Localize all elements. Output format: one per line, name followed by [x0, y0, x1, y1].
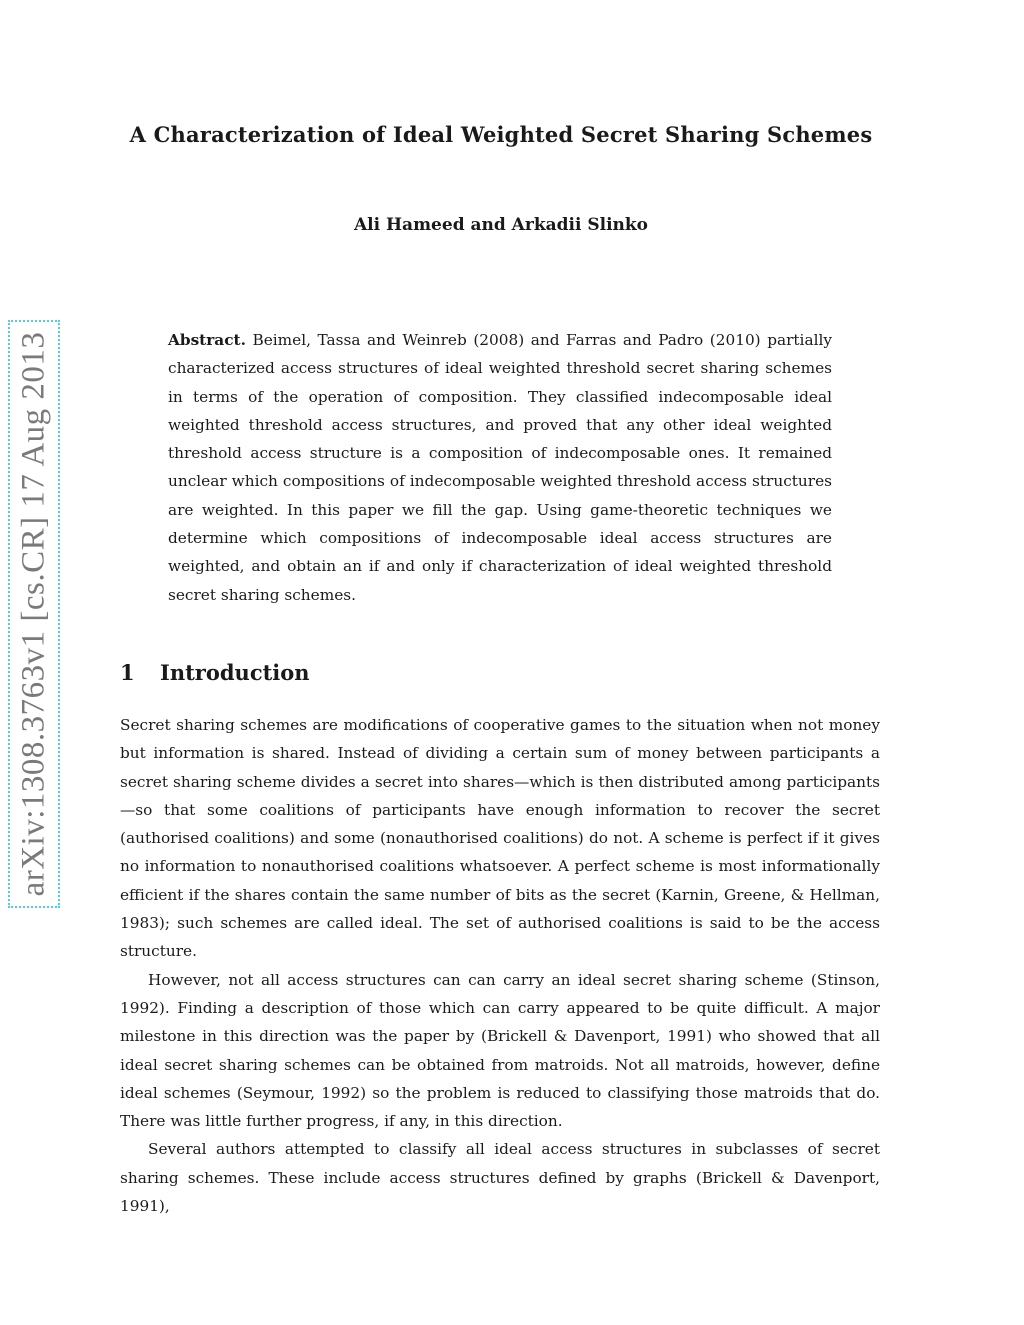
paper-title: A Characterization of Ideal Weighted Secret Sharing Schemes	[129, 122, 873, 147]
paragraph: However, not all access structures can can carry an ideal secret sharing scheme (Stinson, 1992). Finding a description of those which can carry appeared to be quite difficult. A major milestone in this direction was the paper by (Brickell & Davenport, 1991) who showed that all ideal secret sharing schemes can be obtained from matroids. Not all matroids, however, define ideal schemes (Seymour, 1992) so the problem is reduced to classifying those matroids that do. There was little further progress, if any, in this direction.	[120, 970, 880, 1131]
section-number: 1	[120, 660, 135, 685]
abstract-label: Abstract.	[168, 331, 246, 349]
abstract	[168, 326, 832, 609]
paragraph: Several authors attempted to classify all ideal access structures in subclasses of secret sharing schemes. These include access structures defined by graphs (Brickell & Davenport, 1991),	[120, 1140, 880, 1216]
paragraph: Secret sharing schemes are modifications of cooperative games to the situation when not money but information is shared. Instead of dividing a certain sum of money between participants a secret sharing scheme divides a secret into shares—which is then distributed among participants—so that some coalitions of participants have enough information to recover the secret (authorised coalitions) and some (nonauthorised coalitions) do not. A scheme is perfect if it gives no information to nonauthorised coalitions whatsoever. A perfect scheme is most informationally efficient if the shares contain the same number of bits as the secret (Karnin, Greene, & Hellman, 1983); such schemes are called ideal. The set of authorised coalitions is said to be the access structure.	[120, 716, 880, 961]
arxiv-identifier: arXiv:1308.3763v1 [cs.CR] 17 Aug 2013	[15, 331, 52, 897]
abstract-text: Beimel, Tassa and Weinreb (2008) and Farras and Padro (2010) partially characterized access structures of ideal weighted threshold secret sharing schemes in terms of the operation of composition. They classified indecomposable ideal weighted threshold access structures, and proved that any other ideal weighted threshold access structure is a composition of indecomposable ones. It remained unclear which compositions of indecomposable weighted threshold access structures are weighted. In this paper we fill the gap. Using game-theoretic techniques we determine which compositions of indecomposable ideal access structures are weighted, and obtain an if and only if characterization of ideal weighted threshold secret sharing schemes.	[168, 331, 832, 604]
arxiv-stamp	[8, 320, 60, 908]
paper-authors: Ali Hameed and Arkadii Slinko	[353, 215, 649, 235]
section-heading	[120, 660, 310, 685]
section-body	[120, 711, 880, 1220]
section-title: Introduction	[160, 660, 310, 685]
